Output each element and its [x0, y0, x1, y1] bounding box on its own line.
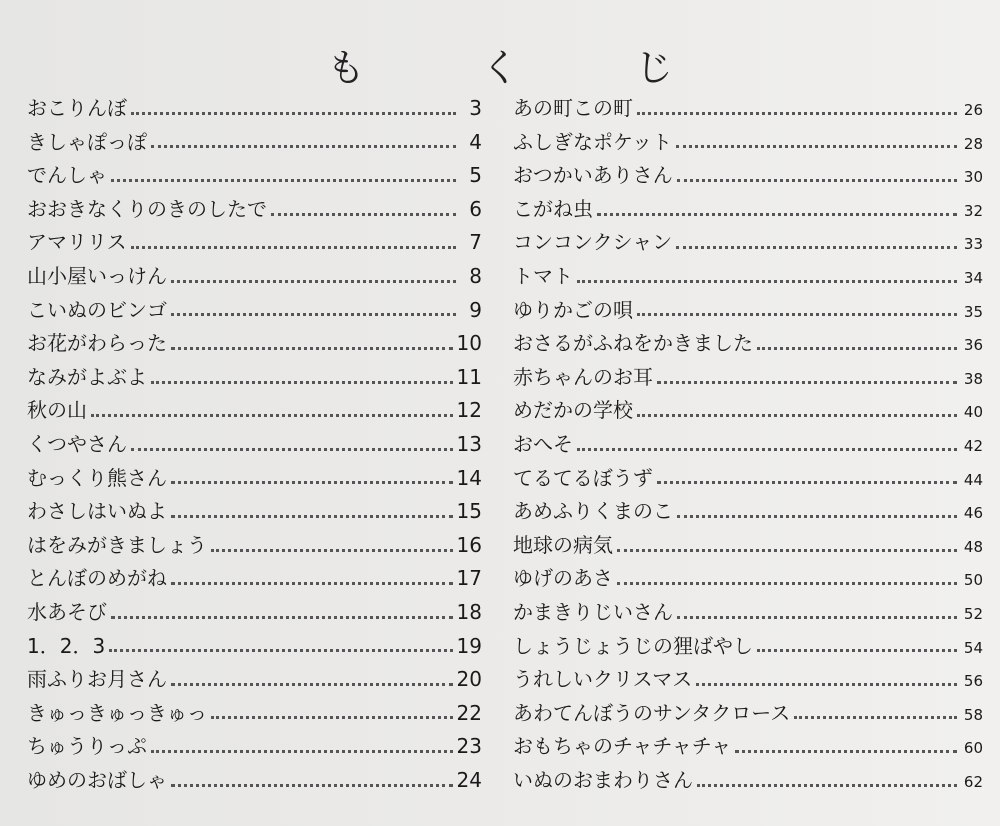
toc-entry	[27, 697, 482, 731]
toc-entry-title: きゅっきゅっきゅっ	[27, 700, 207, 725]
toc-entry-page: 30	[963, 168, 983, 187]
toc-entry	[27, 596, 482, 630]
dot-leader	[211, 548, 453, 552]
toc-entry-page: 23	[456, 734, 482, 759]
toc-entry	[513, 126, 983, 160]
toc-entry-page: 44	[963, 470, 983, 489]
toc-entry-page: 14	[456, 465, 482, 490]
toc-entry-page: 60	[963, 739, 983, 758]
toc-entry-title: 山小屋いっけん	[27, 263, 167, 288]
toc-entry-page: 33	[963, 235, 983, 254]
toc-entry	[27, 562, 482, 596]
dot-leader	[151, 380, 453, 384]
toc-entry	[513, 495, 983, 529]
dot-leader	[617, 581, 957, 585]
toc-entry-page: 58	[963, 705, 983, 724]
dot-leader	[171, 514, 453, 518]
toc-entry-title: わさしはいぬよ	[27, 499, 167, 524]
toc-entry-page: 62	[963, 772, 983, 791]
toc-entry-title: 1．2．3	[27, 633, 106, 658]
toc-entry-title: うれしいクリスマス	[513, 667, 693, 692]
toc-entry-page: 26	[963, 101, 983, 119]
toc-entry-page: 9	[469, 297, 482, 322]
dot-leader	[677, 178, 957, 182]
toc-entry-page: 7	[469, 230, 482, 255]
toc-entry-page: 36	[963, 336, 983, 355]
toc-entry-title: あわてんぼうのサンタクロース	[513, 700, 791, 725]
toc-entry-title: でんしゃ	[27, 163, 107, 188]
toc-entry-title: おこりんぼ	[27, 96, 127, 120]
toc-entry-title: とんぼのめがね	[27, 566, 167, 591]
toc-entry	[27, 159, 482, 193]
dot-leader	[171, 480, 453, 484]
toc-entry	[513, 260, 983, 294]
toc-entry	[513, 562, 983, 596]
toc-entry	[513, 428, 983, 462]
toc-entry	[27, 92, 482, 126]
toc-entry-page: 42	[963, 436, 983, 455]
toc-entry-page: 18	[456, 599, 482, 624]
toc-entry-title: おへそ	[513, 431, 573, 456]
toc-entry-title: おおきなくりのきのしたで	[27, 196, 267, 221]
toc-entry-page: 54	[963, 638, 983, 657]
page-title: も く じ	[326, 46, 726, 91]
toc-entry	[27, 226, 482, 260]
toc-entry-title: むっくり熊さん	[27, 465, 167, 490]
toc-entry-title: いぬのおまわりさん	[513, 767, 693, 792]
toc-entry	[27, 764, 482, 798]
toc-entry-page: 10	[456, 331, 482, 356]
toc-entry	[27, 327, 482, 361]
toc-entry	[513, 764, 983, 798]
toc-entry	[513, 92, 983, 126]
toc-entry-page: 5	[469, 163, 482, 188]
dot-leader	[171, 783, 453, 787]
dot-leader	[735, 749, 957, 753]
toc-entry-page: 38	[963, 369, 983, 388]
dot-leader	[637, 111, 957, 115]
dot-leader	[211, 715, 453, 719]
dot-leader	[677, 514, 957, 518]
toc-entry	[513, 462, 983, 496]
dot-leader	[91, 413, 453, 417]
dot-leader	[696, 682, 957, 686]
toc-entry	[27, 730, 482, 764]
dot-leader	[617, 548, 957, 552]
toc-entry-page: 46	[963, 504, 983, 523]
toc-entry-title: ふしぎなポケット	[513, 129, 672, 154]
toc-entry	[27, 294, 482, 328]
dot-leader	[657, 380, 957, 384]
dot-leader	[131, 111, 456, 115]
toc-left-column	[27, 92, 482, 797]
toc-entry	[513, 327, 983, 361]
toc-entry-page: 34	[963, 268, 983, 287]
toc-entry-title: 雨ふりお月さん	[27, 667, 167, 692]
dot-leader	[109, 648, 452, 652]
toc-entry-title: はをみがきましょう	[27, 532, 207, 557]
dot-leader	[151, 144, 456, 148]
toc-entry-title: あの町この町	[513, 96, 633, 120]
toc-entry	[27, 428, 482, 462]
toc-entry	[27, 663, 482, 697]
dot-leader	[171, 682, 453, 686]
dot-leader	[597, 212, 957, 216]
toc-entry	[513, 630, 983, 664]
dot-leader	[637, 312, 957, 316]
toc-entry	[513, 159, 983, 193]
toc-entry-page: 24	[456, 767, 482, 792]
toc-entry-page: 15	[456, 499, 482, 524]
toc-entry	[513, 361, 983, 395]
toc-entry-title: かまきりじいさん	[513, 599, 673, 624]
toc-entry	[27, 361, 482, 395]
toc-entry	[27, 495, 482, 529]
toc-entry-page: 11	[456, 364, 482, 389]
dot-leader	[757, 648, 957, 652]
toc-entry-title: コンコンクシャン	[513, 230, 673, 255]
toc-entry-title: ゆげのあさ	[513, 566, 613, 591]
toc-entry	[27, 529, 482, 563]
toc-entry-title: なみがよぶよ	[27, 364, 147, 389]
toc-entry-page: 20	[456, 667, 482, 692]
dot-leader	[577, 447, 957, 451]
toc-entry-page: 13	[456, 431, 482, 456]
toc-entry-title: ゆめのおばしゃ	[27, 767, 167, 792]
toc-entry-title: こいぬのビンゴ	[27, 297, 167, 322]
toc-entry-title: トマト	[513, 263, 573, 288]
toc-entry-page: 35	[963, 302, 983, 321]
dot-leader	[676, 144, 957, 148]
toc-entry	[513, 663, 983, 697]
toc-entry-title: おさるがふねをかきました	[513, 331, 753, 356]
toc-entry	[513, 394, 983, 428]
dot-leader	[171, 346, 453, 350]
dot-leader	[131, 447, 453, 451]
toc-entry-page: 3	[469, 96, 482, 120]
dot-leader	[577, 279, 957, 283]
toc-entry-page: 56	[963, 672, 983, 691]
toc-entry-title: あめふりくまのこ	[513, 499, 673, 524]
toc-entry-title: くつやさん	[27, 431, 127, 456]
dot-leader	[151, 749, 453, 753]
dot-leader	[111, 615, 453, 619]
toc-entry-page: 8	[469, 263, 482, 288]
toc-entry-page: 40	[963, 403, 983, 422]
toc-entry-title: お花がわらった	[27, 331, 167, 356]
toc-entry	[513, 596, 983, 630]
toc-entry-title: こがね虫	[513, 196, 593, 221]
toc-entry-page: 32	[963, 201, 983, 220]
dot-leader	[171, 312, 456, 316]
toc-entry-page: 28	[963, 134, 983, 153]
toc-entry-title: おもちゃのチャチャチャ	[513, 734, 732, 759]
dot-leader	[677, 615, 957, 619]
dot-leader	[794, 715, 957, 719]
toc-entry-title: 水あそび	[27, 599, 107, 624]
dot-leader	[637, 413, 957, 417]
toc-entry	[27, 630, 482, 664]
toc-right-column	[513, 92, 983, 797]
toc-entry-page: 19	[456, 633, 482, 658]
dot-leader	[697, 783, 957, 787]
dot-leader	[171, 581, 453, 585]
dot-leader	[271, 212, 456, 216]
toc-entry-page: 50	[963, 571, 983, 590]
toc-entry-title: 赤ちゃんのお耳	[513, 364, 653, 389]
toc-entry	[513, 193, 983, 227]
toc-entry-title: 秋の山	[27, 398, 87, 423]
dot-leader	[676, 245, 957, 249]
dot-leader	[171, 279, 456, 283]
toc-entry	[513, 730, 983, 764]
toc-entry-page: 22	[456, 700, 482, 725]
toc-entry-page: 52	[963, 604, 983, 623]
toc-entry-title: ちゅうりっぷ	[27, 734, 147, 759]
toc-entry-page: 16	[456, 532, 482, 557]
dot-leader	[131, 245, 456, 249]
toc-entry-title: きしゃぽっぽ	[27, 129, 147, 154]
toc-entry-title: アマリリス	[27, 230, 127, 255]
toc-entry-title: めだかの学校	[513, 398, 633, 423]
toc-entry	[513, 529, 983, 563]
dot-leader	[657, 480, 957, 484]
toc-entry	[513, 294, 983, 328]
toc-entry-title: おつかいありさん	[513, 163, 673, 188]
toc-entry-title: てるてるぼうず	[513, 465, 653, 490]
toc-entry-page: 12	[456, 398, 482, 423]
dot-leader	[111, 178, 456, 182]
toc-entry-title: ゆりかごの唄	[513, 297, 633, 322]
toc-entry	[513, 226, 983, 260]
toc-entry	[27, 260, 482, 294]
toc-entry-title: 地球の病気	[513, 532, 613, 557]
toc-entry-title: しょうじょうじの狸ばやし	[513, 633, 753, 658]
toc-entry-page: 17	[456, 566, 482, 591]
toc-entry	[27, 126, 482, 160]
toc-entry-page: 6	[469, 196, 482, 221]
dot-leader	[757, 346, 957, 350]
toc-entry-page: 48	[963, 537, 983, 556]
toc-entry-page: 4	[469, 129, 482, 154]
toc-entry	[513, 697, 983, 731]
toc-entry	[27, 462, 482, 496]
toc-entry	[27, 394, 482, 428]
toc-entry	[27, 193, 482, 227]
